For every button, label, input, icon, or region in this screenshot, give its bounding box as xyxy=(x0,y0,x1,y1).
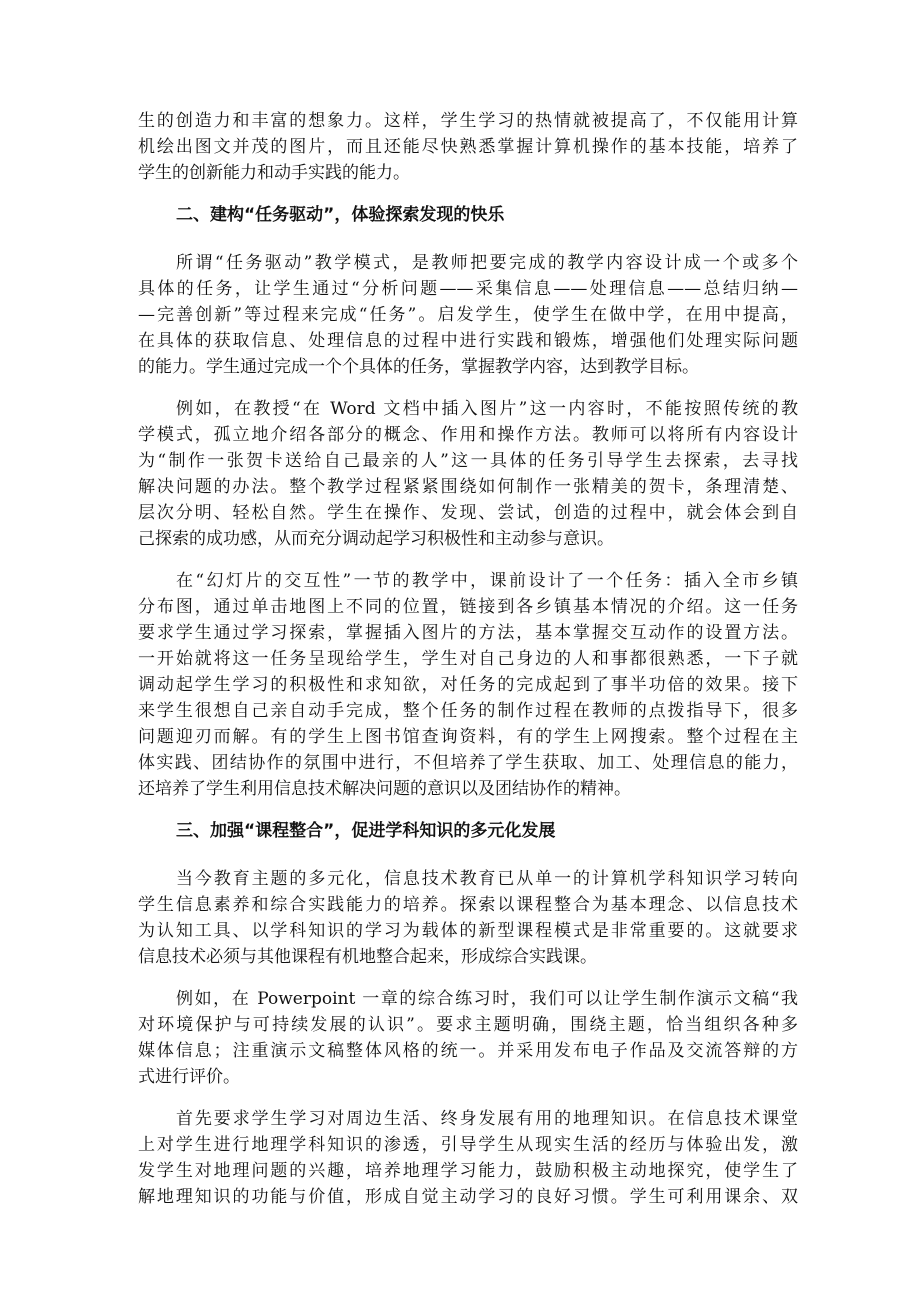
paragraph-line: 所谓“任务驱动”教学模式，是教师把要完成的教学内容设计成一个或多个 xyxy=(176,253,798,273)
paragraph-line: —完善创新”等过程来完成“任务”。启发学生，使学生在做中学，在用中提高， xyxy=(138,305,798,325)
paragraph-line: 例如，在教授“在 Word 文档中插入图片”这一内容时，不能按照传统的教 xyxy=(176,399,798,419)
paragraph-line: 问题迎刃而解。有的学生上图书馆查询资料，有的学生上网搜索。整个过程在主 xyxy=(138,727,798,747)
section-heading-3: 三、加强“课程整合”，促进学科知识的多元化发展 xyxy=(176,821,556,841)
paragraph-line: 解地理知识的功能与价值，形成自觉主动学习的良好习惯。学生可利用课余、双 xyxy=(138,1187,798,1207)
paragraph-line: 发学生对地理问题的兴趣，培养地理学习能力，鼓励积极主动地探究，使学生了 xyxy=(138,1161,798,1181)
paragraph-line: 学生信息素养和综合实践能力的培养。探索以课程整合为基本理念、以信息技术 xyxy=(138,895,798,915)
paragraph-line: 来学生很想自己亲自动手完成，整个任务的制作过程在教师的点拨指导下，很多 xyxy=(138,701,798,721)
paragraph-line: 层次分明、轻松自然。学生在操作、发现、尝试，创造的过程中，就会体会到自 xyxy=(138,503,798,523)
paragraph-line: 媒体信息；注重演示文稿整体风格的统一。并采用发布电子作品及交流答辩的方 xyxy=(138,1041,798,1061)
paragraph-line: 为“制作一张贺卡送给自己最亲的人”这一具体的任务引导学生去探索，去寻找 xyxy=(138,451,798,471)
paragraph-line: 一开始就将这一任务呈现给学生，学生对自己身边的人和事都很熟悉，一下子就 xyxy=(138,649,798,669)
paragraph-line: 信息技术必须与其他课程有机地整合起来，形成综合实践课。 xyxy=(138,947,597,967)
paragraph-line: 在具体的获取信息、处理信息的过程中进行实践和锻炼，增强他们处理实际问题 xyxy=(138,331,798,351)
paragraph-line: 学生的创新能力和动手实践的能力。 xyxy=(138,163,410,183)
paragraph-line: 分布图，通过单击地图上不同的位置，链接到各乡镇基本情况的介绍。这一任务 xyxy=(138,597,798,617)
paragraph-line: 具体的任务，让学生通过“分析问题——采集信息——处理信息——总结归纳— xyxy=(138,279,798,299)
paragraph-line: 的能力。学生通过完成一个个具体的任务，掌握教学内容，达到教学目标。 xyxy=(138,357,699,377)
paragraph-line: 对环境保护与可持续发展的认识”。要求主题明确，围绕主题，恰当组织各种多 xyxy=(138,1015,798,1035)
paragraph-line: 式进行评价。 xyxy=(138,1067,240,1087)
paragraph-line: 解决问题的办法。整个教学过程紧紧围绕如何制作一张精美的贺卡，条理清楚、 xyxy=(138,477,798,497)
paragraph-line: 为认知工具、以学科知识的学习为载体的新型课程模式是非常重要的。这就要求 xyxy=(138,921,798,941)
paragraph-line: 机绘出图文并茂的图片，而且还能尽快熟悉掌握计算机操作的基本技能，培养了 xyxy=(138,137,798,157)
paragraph-line: 要求学生通过学习探索，掌握插入图片的方法，基本掌握交互动作的设置方法。 xyxy=(138,623,798,643)
paragraph-line: 上对学生进行地理学科知识的渗透，引导学生从现实生活的经历与体验出发，激 xyxy=(138,1135,798,1155)
paragraph-line: 首先要求学生学习对周边生活、终身发展有用的地理知识。在信息技术课堂 xyxy=(176,1109,798,1129)
paragraph-line: 当今教育主题的多元化，信息技术教育已从单一的计算机学科知识学习转向 xyxy=(176,869,798,889)
paragraph-line: 生的创造力和丰富的想象力。这样，学生学习的热情就被提高了，不仅能用计算 xyxy=(138,111,798,131)
paragraph-line: 学模式，孤立地介绍各部分的概念、作用和操作方法。教师可以将所有内容设计 xyxy=(138,425,798,445)
paragraph-line: 在“幻灯片的交互性”一节的教学中，课前设计了一个任务：插入全市乡镇 xyxy=(176,571,798,591)
paragraph-line: 调动起学生学习的积极性和求知欲，对任务的完成起到了事半功倍的效果。接下 xyxy=(138,675,798,695)
paragraph-line: 例如，在 Powerpoint 一章的综合练习时，我们可以让学生制作演示文稿“我 xyxy=(176,989,798,1009)
paragraph-line: 还培养了学生利用信息技术解决问题的意识以及团结协作的精神。 xyxy=(138,779,631,799)
paragraph-line: 体实践、团结协作的氛围中进行，不但培养了学生获取、加工、处理信息的能力， xyxy=(138,753,798,773)
paragraph-line: 己探索的成功感，从而充分调动起学习积极性和主动参与意识。 xyxy=(138,529,614,549)
section-heading-2: 二、建构“任务驱动”，体验探索发现的快乐 xyxy=(176,205,505,225)
